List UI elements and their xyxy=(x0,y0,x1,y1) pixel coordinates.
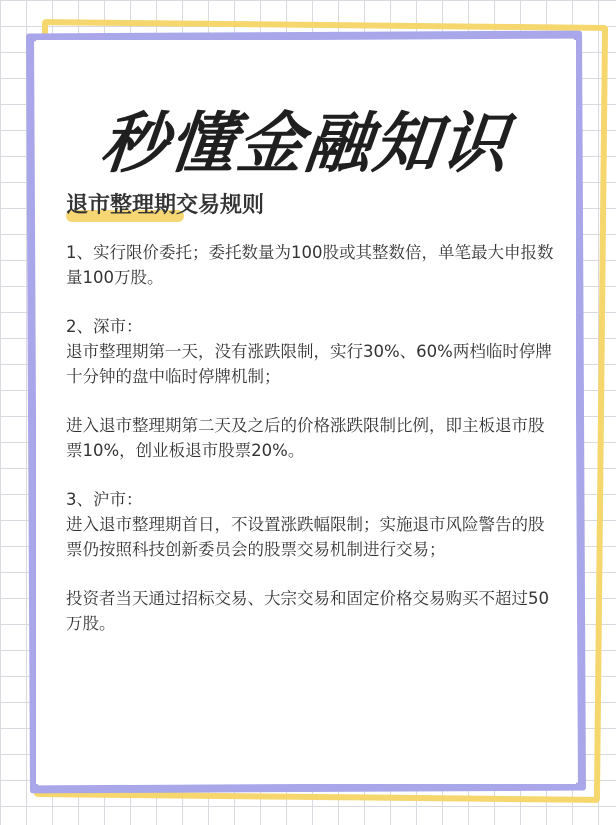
rule-paragraph-4: 3、沪市： 进入退市整理期首日，不设置涨跌幅限制；实施退市风险警告的股票仍按照科技创新委员会的股票交易机制进行交易； xyxy=(66,490,545,559)
section-heading xyxy=(66,188,264,224)
rule-paragraph-5: 投资者当天通过招标交易、大宗交易和固定价格交易购买不超过50万股。 xyxy=(66,589,549,633)
rules-content xyxy=(66,240,556,660)
section-title: 退市整理期交易规则 xyxy=(66,193,265,218)
rule-paragraph-2: 2、深市： 退市整理期第一天，没有涨跌限制，实行30%、60%两档临时停牌十分钟的盘中临时停牌机制； xyxy=(66,317,552,386)
rule-paragraph-3: 进入退市整理期第二天及之后的价格涨跌限制比例，即主板退市股票10%，创业板退市股票20%。 xyxy=(66,416,545,460)
page-title: 秒懂金融知识 xyxy=(97,105,514,182)
rule-paragraph-1: 1、实行限价委托；委托数量为100股或其整数倍，单笔最大申报数量100万股。 xyxy=(66,243,554,287)
content-card xyxy=(36,40,576,784)
